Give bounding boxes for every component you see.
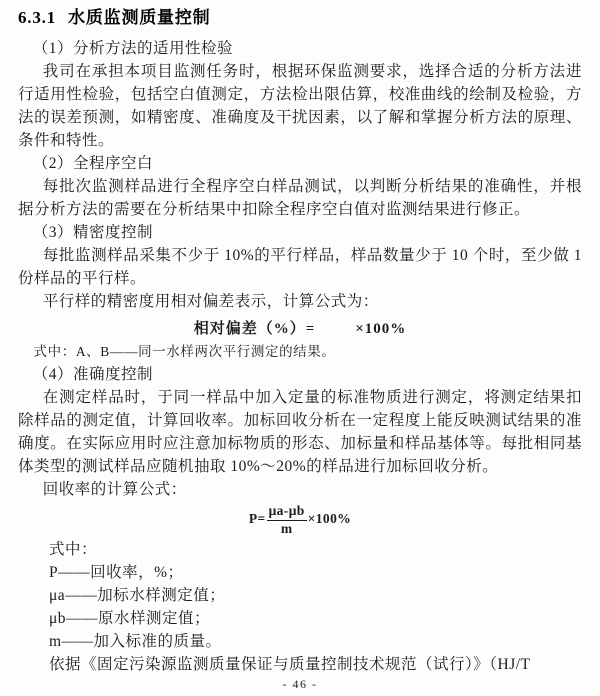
- section-title: 6.3.1 水质监测质量控制: [18, 8, 211, 27]
- formula1-lhs: 相对偏差（%）=: [193, 321, 316, 337]
- formula1-rhs: ×100%: [355, 321, 407, 337]
- subheading-accuracy-control: （4）准确度控制: [32, 366, 153, 383]
- paragraph-analysis-method: 我司在承担本项目监测任务时，根据环保监测要求，选择合适的分析方法进行适用性检验，包括空白值测定，方法检出限估算，校准曲线的绘制及检验，方法的误差预测，如精密度、准确度及干扰因素，以了解和掌握分析方法的原理、条件和特性。: [18, 63, 582, 149]
- relative-deviation-formula: [18, 319, 582, 340]
- paragraph-accuracy-control: 在测定样品时，于同一样品中加入定量的标准物质进行测定，将测定结果扣除样品的测定值，计算回收率。加标回收分析在一定程度上能反映测试结果的准确度。在实际应用时应注意加标物质的形态、加标量和样品基体等。每批相同基体类型的测试样品应随机抽取 10%～20%的样品进行加标回收分析。: [18, 389, 582, 475]
- page-number: - 46 -: [282, 677, 318, 691]
- definition-line-m: m——加入标准的质量。: [49, 633, 222, 651]
- formula2-rhs: ×100%: [307, 511, 352, 527]
- recovery-rate-formula: [18, 504, 582, 536]
- paragraph-full-procedure-blank: 每批次监测样品进行全程序空白样品测试，以判断分析结果的准确性，并根据分析方法的需要在分析结果中扣除全程序空白值对监测结果进行修正。: [18, 178, 582, 218]
- definition-line-ub: μb——原水样测定值；: [49, 610, 211, 628]
- definition-line-p: P——回收率，%；: [49, 564, 184, 582]
- closing-reference-line: 依据《固定污染源监测质量保证与质量控制技术规范（试行）》（HJ/T: [49, 656, 531, 674]
- definition-line-ua: μa——加标水样测定值；: [49, 587, 226, 605]
- formula2-lhs: P=: [248, 511, 266, 527]
- paragraph-formula2-lead: 回收率的计算公式：: [42, 481, 187, 498]
- definitions-intro: 式中：: [49, 541, 98, 559]
- subheading-analysis-method: （1）分析方法的适用性检验: [32, 40, 233, 57]
- formula1-variable-note: 式中：A、B——同一水样两次平行测定的结果。: [33, 344, 336, 359]
- fraction: [267, 504, 307, 536]
- fraction-denominator: m: [280, 520, 293, 536]
- subheading-precision-control: （3）精密度控制: [32, 224, 153, 241]
- fraction-numerator: μa-μb: [267, 504, 307, 521]
- paragraph-precision-control: 每批监测样品采集不少于 10%的平行样品，样品数量少于 10 个时，至少做 1 份样品的平行样。: [18, 247, 582, 287]
- subheading-full-procedure-blank: （2）全程序空白: [32, 155, 153, 172]
- paragraph-formula1-lead: 平行样的精密度用相对偏差表示，计算公式为：: [42, 293, 379, 310]
